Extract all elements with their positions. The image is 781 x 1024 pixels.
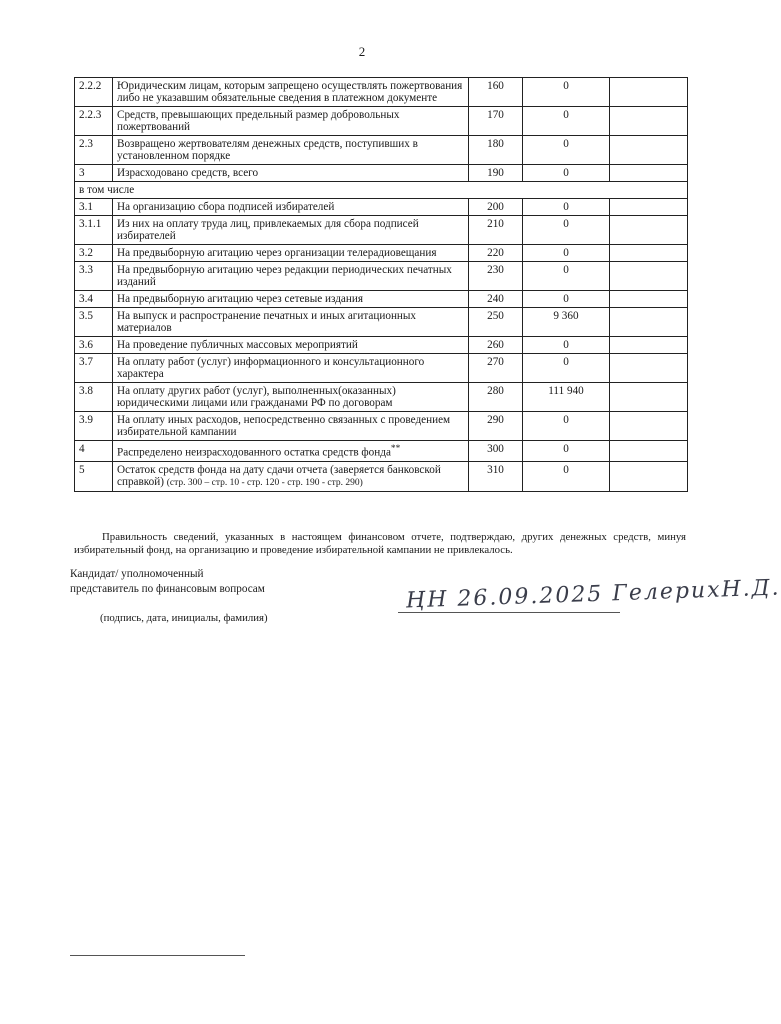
row-amount: 9 360 xyxy=(523,308,610,337)
table-row xyxy=(75,412,688,441)
row-number: 3.6 xyxy=(75,337,113,354)
row-name-text: На оплату работ (услуг) информационного и консультационного характера xyxy=(117,356,425,380)
table-row xyxy=(75,199,688,216)
footnote-marker: ** xyxy=(390,444,401,454)
row-name xyxy=(113,262,469,291)
row-name xyxy=(113,441,469,462)
row-number: 3 xyxy=(75,165,113,182)
row-number: 4 xyxy=(75,441,113,462)
row-number: 3.2 xyxy=(75,245,113,262)
row-extra-cell xyxy=(610,412,688,441)
row-formula: (стр. 300 – стр. 10 - стр. 120 - стр. 190 - стр. 290) xyxy=(166,477,363,488)
row-amount: 0 xyxy=(523,441,610,462)
row-number: 2.2.2 xyxy=(75,78,113,107)
row-extra-cell xyxy=(610,165,688,182)
row-name xyxy=(113,461,469,491)
row-code: 190 xyxy=(469,165,523,182)
row-extra-cell xyxy=(610,291,688,308)
signature-hint: (подпись, дата, инициалы, фамилия) xyxy=(100,612,268,624)
row-name-text: На выпуск и распространение печатных и иных агитационных материалов xyxy=(117,310,417,334)
row-extra-cell xyxy=(610,262,688,291)
row-name xyxy=(113,165,469,182)
row-amount: 0 xyxy=(523,245,610,262)
row-extra-cell xyxy=(610,216,688,245)
row-number: 3.4 xyxy=(75,291,113,308)
table-row xyxy=(75,308,688,337)
row-code: 230 xyxy=(469,262,523,291)
table-row xyxy=(75,78,688,107)
financial-report-table xyxy=(74,77,688,492)
row-extra-cell xyxy=(610,245,688,262)
row-name xyxy=(113,308,469,337)
page-number: 2 xyxy=(358,44,366,59)
row-extra-cell xyxy=(610,337,688,354)
row-name-text: Из них на оплату труда лиц, привлекаемых для сбора подписей избирателей xyxy=(117,218,419,242)
table-row xyxy=(75,245,688,262)
row-code: 180 xyxy=(469,136,523,165)
row-amount: 0 xyxy=(523,291,610,308)
row-code: 170 xyxy=(469,107,523,136)
handwritten-signature: ҢН 26.09.2025 ГелерихН.Д. xyxy=(405,575,781,614)
table-row xyxy=(75,136,688,165)
row-number: 3.7 xyxy=(75,354,113,383)
row-name xyxy=(113,78,469,107)
row-code: 290 xyxy=(469,412,523,441)
table-row xyxy=(75,337,688,354)
signature-line xyxy=(398,612,620,613)
table-row xyxy=(75,441,688,462)
row-amount: 0 xyxy=(523,136,610,165)
table-row xyxy=(75,107,688,136)
row-extra-cell xyxy=(610,441,688,462)
row-extra-cell xyxy=(610,136,688,165)
table-row xyxy=(75,262,688,291)
row-amount: 0 xyxy=(523,199,610,216)
row-name-text: На оплату иных расходов, непосредственно связанных с проведением избирательной кампании xyxy=(117,414,451,438)
row-amount: 111 940 xyxy=(523,383,610,412)
row-number: 2.3 xyxy=(75,136,113,165)
row-code: 270 xyxy=(469,354,523,383)
table-row xyxy=(75,354,688,383)
row-name xyxy=(113,245,469,262)
row-amount: 0 xyxy=(523,78,610,107)
row-amount: 0 xyxy=(523,461,610,491)
row-name-text: Средств, превышающих предельный размер добровольных пожертвований xyxy=(117,109,400,133)
row-number: 3.5 xyxy=(75,308,113,337)
row-number: 3.1.1 xyxy=(75,216,113,245)
row-code: 250 xyxy=(469,308,523,337)
row-extra-cell xyxy=(610,199,688,216)
row-code: 300 xyxy=(469,441,523,462)
row-name-text: Юридическим лицам, которым запрещено осуществлять пожертвования либо не указавшим обязательные сведения в платежном документе xyxy=(117,80,463,104)
table-row xyxy=(75,461,688,491)
footnote-separator xyxy=(70,955,245,956)
row-code: 160 xyxy=(469,78,523,107)
row-code: 200 xyxy=(469,199,523,216)
row-code: 260 xyxy=(469,337,523,354)
row-name xyxy=(113,383,469,412)
row-name xyxy=(113,107,469,136)
row-extra-cell xyxy=(610,78,688,107)
signatory-label-line2: представитель по финансовым вопросам xyxy=(70,583,265,595)
row-name xyxy=(113,412,469,441)
row-name-text: На оплату других работ (услуг), выполненных(оказанных) юридическими лицами или гражданами РФ по договорам xyxy=(117,385,396,409)
row-code: 310 xyxy=(469,461,523,491)
row-extra-cell xyxy=(610,308,688,337)
row-code: 220 xyxy=(469,245,523,262)
section-subheader: в том числе xyxy=(75,182,688,199)
row-name xyxy=(113,291,469,308)
row-extra-cell xyxy=(610,383,688,412)
row-amount: 0 xyxy=(523,337,610,354)
row-name-text: На проведение публичных массовых мероприятий xyxy=(117,339,358,351)
row-amount: 0 xyxy=(523,262,610,291)
row-extra-cell xyxy=(610,354,688,383)
row-name-text: На предвыборную агитацию через редакции периодических печатных изданий xyxy=(117,264,452,288)
table-row xyxy=(75,216,688,245)
row-code: 240 xyxy=(469,291,523,308)
row-number: 3.3 xyxy=(75,262,113,291)
row-number: 2.2.3 xyxy=(75,107,113,136)
row-number: 3.8 xyxy=(75,383,113,412)
row-name xyxy=(113,136,469,165)
row-name-text: Остаток средств фонда на дату сдачи отчета (заверяется банковской справкой) xyxy=(117,463,441,488)
row-amount: 0 xyxy=(523,165,610,182)
row-name-text: Распределено неизрасходованного остатка средств фонда xyxy=(117,446,391,459)
row-name-text: На предвыборную агитацию через организации телерадиовещания xyxy=(117,247,437,259)
row-code: 280 xyxy=(469,383,523,412)
table-row xyxy=(75,291,688,308)
row-name xyxy=(113,337,469,354)
row-name-text: На предвыборную агитацию через сетевые издания xyxy=(117,293,363,305)
row-extra-cell xyxy=(610,107,688,136)
row-amount: 0 xyxy=(523,354,610,383)
row-amount: 0 xyxy=(523,107,610,136)
row-name-text: На организацию сбора подписей избирателей xyxy=(117,201,335,213)
row-name xyxy=(113,199,469,216)
table-row xyxy=(75,165,688,182)
table-row xyxy=(75,182,688,199)
row-amount: 0 xyxy=(523,216,610,245)
row-name xyxy=(113,216,469,245)
row-name xyxy=(113,354,469,383)
row-number: 3.9 xyxy=(75,412,113,441)
row-number: 3.1 xyxy=(75,199,113,216)
row-name-text: Израсходовано средств, всего xyxy=(117,167,259,179)
row-extra-cell xyxy=(610,461,688,491)
row-code: 210 xyxy=(469,216,523,245)
row-name-text: Возвращено жертвователям денежных средств, поступивших в установленном порядке xyxy=(117,138,418,162)
confirmation-note: Правильность сведений, указанных в настоящем финансовом отчете, подтверждаю, других денежных средств, минуя избирательный фонд, на организацию и проведение избирательной кампании не привлекалось. xyxy=(74,531,686,556)
signatory-label-line1: Кандидат/ уполномоченный xyxy=(70,568,204,580)
row-amount: 0 xyxy=(523,412,610,441)
row-number: 5 xyxy=(75,461,113,491)
table-row xyxy=(75,383,688,412)
